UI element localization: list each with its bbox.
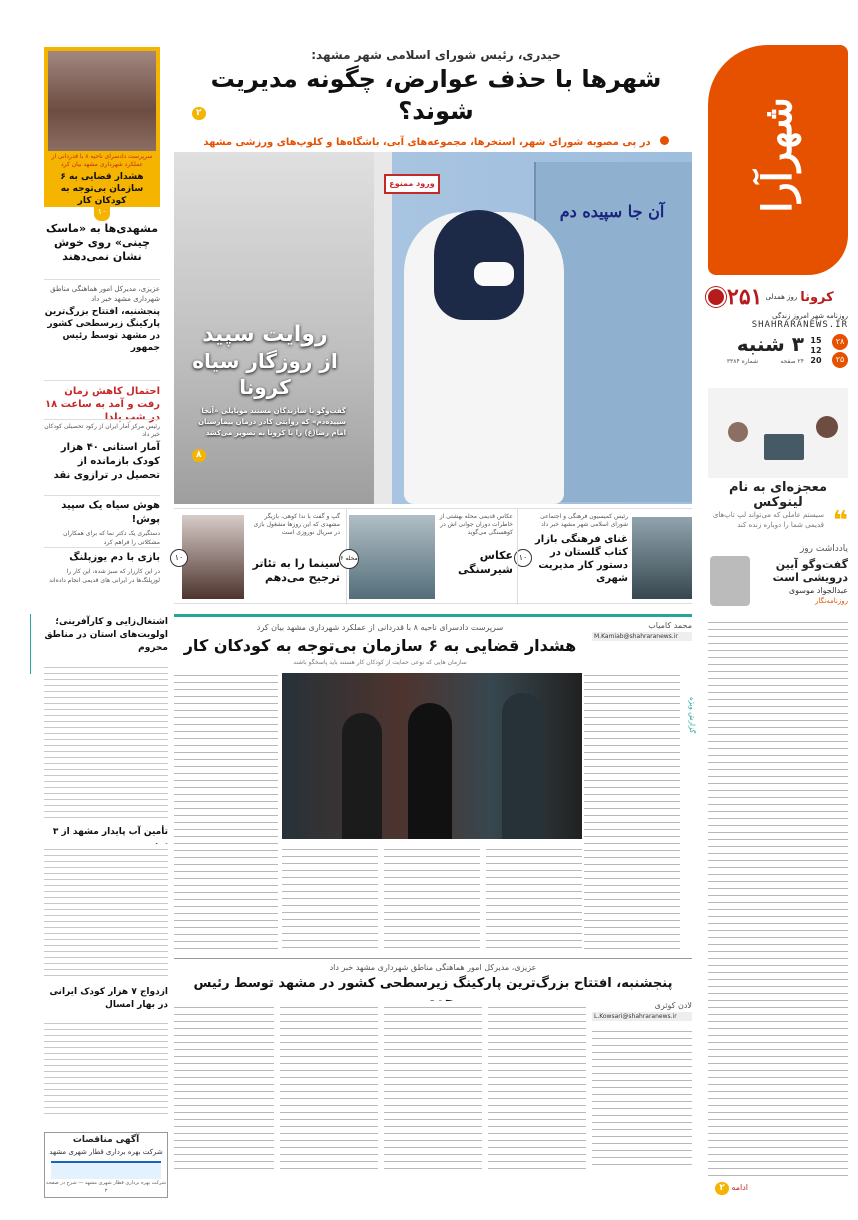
article-headline[interactable]: هشدار قضایی به ۶ سازمان بی‌توجه به کودکان کار	[183, 636, 577, 655]
continue-label: ادامه	[731, 1183, 748, 1192]
count-caption: روز همدلی	[765, 293, 798, 301]
teaser-kicker: رئیس کمیسیون فرهنگی و اجتماعی شورای اسلامی شهر مشهد خبر داد	[540, 513, 628, 528]
continue[interactable]	[715, 1182, 748, 1195]
article-photo	[282, 673, 582, 839]
teaser-page: ۱۰	[514, 549, 532, 567]
author-name: محمد کامیاب	[648, 621, 692, 630]
date-badges	[830, 334, 848, 368]
site-url: SHAHRARANEWS.IR	[751, 320, 848, 330]
item6-title: هوش سیاه یک سپید پوش!	[61, 500, 160, 525]
quote-text: سیستم عاملی که می‌تواند لپ تاپ‌های قدیمی شما را دوباره زنده کند	[712, 511, 824, 529]
note-of-day[interactable]	[708, 544, 848, 610]
item7-title: بازی با دم یوزپلنگ	[69, 552, 160, 563]
teaser-3[interactable]	[174, 509, 344, 605]
second-author	[592, 1001, 692, 1021]
bullet-icon	[660, 136, 669, 145]
linux-feature[interactable]	[708, 388, 848, 528]
col-5	[174, 669, 278, 951]
teaser-page: محله ۶	[339, 549, 359, 569]
teaser-kicker: گپ و گفت با ندا کوهی، بازیگر مشهدی که این روزها مشغول بازی در سریال نوروزی است	[253, 513, 340, 536]
date-badge-1: ۲۸	[832, 334, 848, 350]
photo-story-title	[180, 322, 350, 439]
date-badge-2: ۲۵	[832, 352, 848, 368]
count-badge: ۲۵۱	[727, 284, 763, 310]
date-small: 15 12 20	[810, 336, 822, 365]
teaser-1[interactable]	[520, 509, 692, 605]
top-headline: شهرها با حذف عوارض، چگونه مدیریت شوند؟	[210, 65, 662, 125]
a1-body	[44, 662, 168, 822]
top-lead-1: در پی مصوبه شورای شهر، استخرها، مجموعه‌های آبی، باشگاه‌ها و کلوپ‌های ورزشی مشهد	[203, 137, 651, 148]
author-photo	[710, 556, 750, 606]
item3-title: پنجشنبه، افتتاح بزرگ‌ترین پارکینگ زیرسطحی کشور در مشهد توسط رئیس جمهور	[44, 307, 160, 353]
continue-page: ۲	[715, 1182, 729, 1195]
col-4	[282, 843, 378, 951]
teaser-title: عکاس شیرسنگی	[458, 549, 513, 576]
person-icon	[728, 422, 748, 442]
metro-logo-icon	[51, 1161, 161, 1179]
item5-title: آمار استانی ۴۰ هزار کودک بازمانده از تحصیل در ترازوی نقد	[53, 442, 160, 481]
weekday: ۳ شنبه	[736, 332, 804, 356]
top-page-ref	[192, 100, 206, 120]
issue: شماره ۳۳۸۴	[726, 358, 758, 365]
masthead	[700, 45, 858, 315]
note-label: یادداشت روز	[799, 544, 848, 554]
item6-sub: دستگیری یک دکتر نما که برای همکاران مشکلاتی را فراهم کرد	[63, 530, 160, 546]
article-kicker: سرپرست دادسرای ناحیه ۸ با قدردانی از عملکرد شهرداری مشهد بیان کرد	[256, 623, 504, 632]
second-kicker: عزیزی، مدیرکل امور هماهنگی مناطق شهرداری مشهد خبر داد	[329, 963, 537, 972]
col-1	[592, 1025, 692, 1171]
item4-title[interactable]: احتمال کاهش زمان رفت و آمد به ساعت ۱۸ در شب یلدا	[44, 380, 160, 424]
person-figure	[502, 693, 542, 839]
author-bar	[592, 621, 692, 641]
left-column	[44, 47, 160, 607]
teaser-page: ۱۰	[170, 549, 188, 567]
mask	[474, 262, 514, 286]
author-name: لادن کوثری	[654, 1001, 692, 1010]
logo-text: شهرآرا	[754, 97, 801, 213]
col-3	[384, 1001, 482, 1171]
linux-quote	[708, 508, 848, 536]
top-kicker: حیدری، رئیس شورای اسلامی شهر مشهد:	[311, 48, 561, 62]
door-frame	[374, 152, 392, 504]
a3-body	[44, 1018, 168, 1118]
photo-headline-2: از روزگار سیاه کرونا	[192, 349, 338, 399]
a1-title[interactable]: اشتغال‌زایی و کارآفرینی؛ اولویت‌های استان در مناطق محروم	[44, 617, 168, 653]
ad-sub: شرکت بهره برداری قطار شهری مشهد	[49, 1148, 163, 1156]
brand-word: کرونا	[800, 289, 834, 305]
a3-title[interactable]: ازدواج ۷ هزار کودک ایرانی در بهار امسال	[49, 987, 168, 1010]
person-icon	[816, 416, 838, 438]
teaser-title: غنای فرهنگی بازار کتاب گلستان در دستور کار مدیریت شهری	[535, 534, 628, 584]
item6[interactable]	[44, 495, 160, 547]
laptop-icon	[764, 434, 804, 460]
teaser-photo	[632, 517, 692, 599]
note-author: عبدالجواد موسوی	[788, 586, 848, 595]
photo-box[interactable]	[44, 47, 160, 207]
masthead-logo	[708, 45, 848, 275]
ad-title: آگهی مناقصات	[72, 1135, 140, 1145]
quote-icon: ❝	[832, 506, 848, 536]
person-figure	[342, 713, 382, 839]
item5[interactable]	[44, 419, 160, 483]
photo-summary: گفت‌وگو با سازندگان مستند موبایلی «آنجا سپیده‌دم» که روایتی کادر درمان بیمارستان امام رضا(ع) را با کرونا به تصویر می‌کشد	[198, 407, 346, 437]
main-photo[interactable]	[174, 152, 692, 504]
col-5	[174, 1001, 274, 1171]
article-subhead: سازمان هایی که نوعی حمایت از کودکان کار هستند باید پاسخگو باشند	[293, 659, 467, 666]
second-article	[174, 958, 692, 1176]
tagline: روزنامه شهر امروز زندگی	[772, 312, 848, 320]
col-2	[486, 843, 582, 951]
item3[interactable]	[44, 279, 160, 354]
item2-title[interactable]: مشهدی‌ها به «ماسک چینی» روی خوش نشان نمی‌دهند	[45, 222, 159, 263]
wall-text: آن جا سپیده دم	[559, 202, 665, 221]
door-sign: ورود ممنوع	[384, 174, 440, 194]
teaser-photo	[182, 515, 244, 599]
left-lower	[30, 614, 168, 1120]
author-email: L.Kowsari@shahraranews.ir	[592, 1012, 692, 1021]
page-ref-badge: ۲	[192, 107, 206, 120]
virus-icon	[708, 289, 724, 305]
col-1	[584, 669, 680, 953]
top-story[interactable]	[180, 47, 692, 152]
edition: ۲۴ صفحه	[780, 358, 804, 365]
item7[interactable]	[44, 547, 160, 585]
second-headline[interactable]: پنجشنبه، افتتاح بزرگ‌ترین پارکینگ زیرسطحی کشور در مشهد توسط رئیس	[193, 976, 673, 991]
col-3	[384, 843, 480, 951]
a2-title[interactable]: تأمین آب پایدار مشهد از ۳	[52, 827, 168, 837]
item1-caption: سرپرست دادسرای ناحیه ۸ با قدردانی از عملکرد شهرداری مشهد بیان کرد	[51, 153, 153, 168]
item5-kicker: رئیس مرکز آمار ایران از رکود تحصیلی کودکان خبر داد	[44, 423, 160, 438]
photo-page-ref	[192, 442, 206, 462]
photo-headline-1: روایت سپید	[202, 322, 328, 347]
col-4	[280, 1001, 378, 1171]
linux-illustration	[708, 388, 848, 478]
photo-worker	[48, 51, 156, 151]
person-figure	[408, 703, 452, 839]
teaser-kicker: عکاس قدیمی محله بهشتی از خاطرات دوران جوانی اش در کوهسنگی می‌گوید	[439, 513, 513, 536]
teaser-strip	[174, 508, 692, 604]
ruler-icon	[30, 614, 40, 674]
masthead-info	[708, 312, 848, 372]
item7-sub: در این کارزار که سبز شده، این کار را لوزپلنگ‌ها در ایرانی های قدیمی انجام داده‌اند	[49, 568, 160, 584]
col-2	[488, 1001, 586, 1171]
editorial-body	[708, 616, 848, 1176]
teaser-2[interactable]	[340, 509, 518, 605]
tender-ad[interactable]	[44, 1132, 168, 1198]
note-role: روزنامه‌نگار	[814, 597, 848, 605]
a2-body	[44, 844, 168, 980]
item1-title: هشدار قضایی به ۶ سازمان بی‌توجه به کودکان کار	[60, 172, 144, 206]
teaser-title: سینما را به تئاتر ترجیح می‌دهم	[252, 557, 340, 584]
item3-kicker: عزیزی، مدیرکل امور هماهنگی مناطق شهرداری مشهد خبر داد	[50, 285, 160, 303]
ad-note: شرکت بهره برداری قطار شهری مشهد — شرح در صفحه ۳	[46, 1180, 166, 1194]
item1-page: ۱۰	[94, 207, 110, 221]
note-title: گفت‌وگو آیین درویشی است	[772, 558, 848, 584]
main-article	[174, 614, 696, 954]
sidebar-tag: گزارش ویژه	[688, 696, 696, 733]
page-ref-badge: ۸	[192, 449, 206, 462]
teaser-photo	[349, 515, 435, 599]
linux-title: معجزه‌ای به نام لینوکس	[729, 480, 827, 510]
corona-badge	[708, 282, 848, 312]
author-email: M.Kamiab@shahraranews.ir	[592, 632, 692, 641]
